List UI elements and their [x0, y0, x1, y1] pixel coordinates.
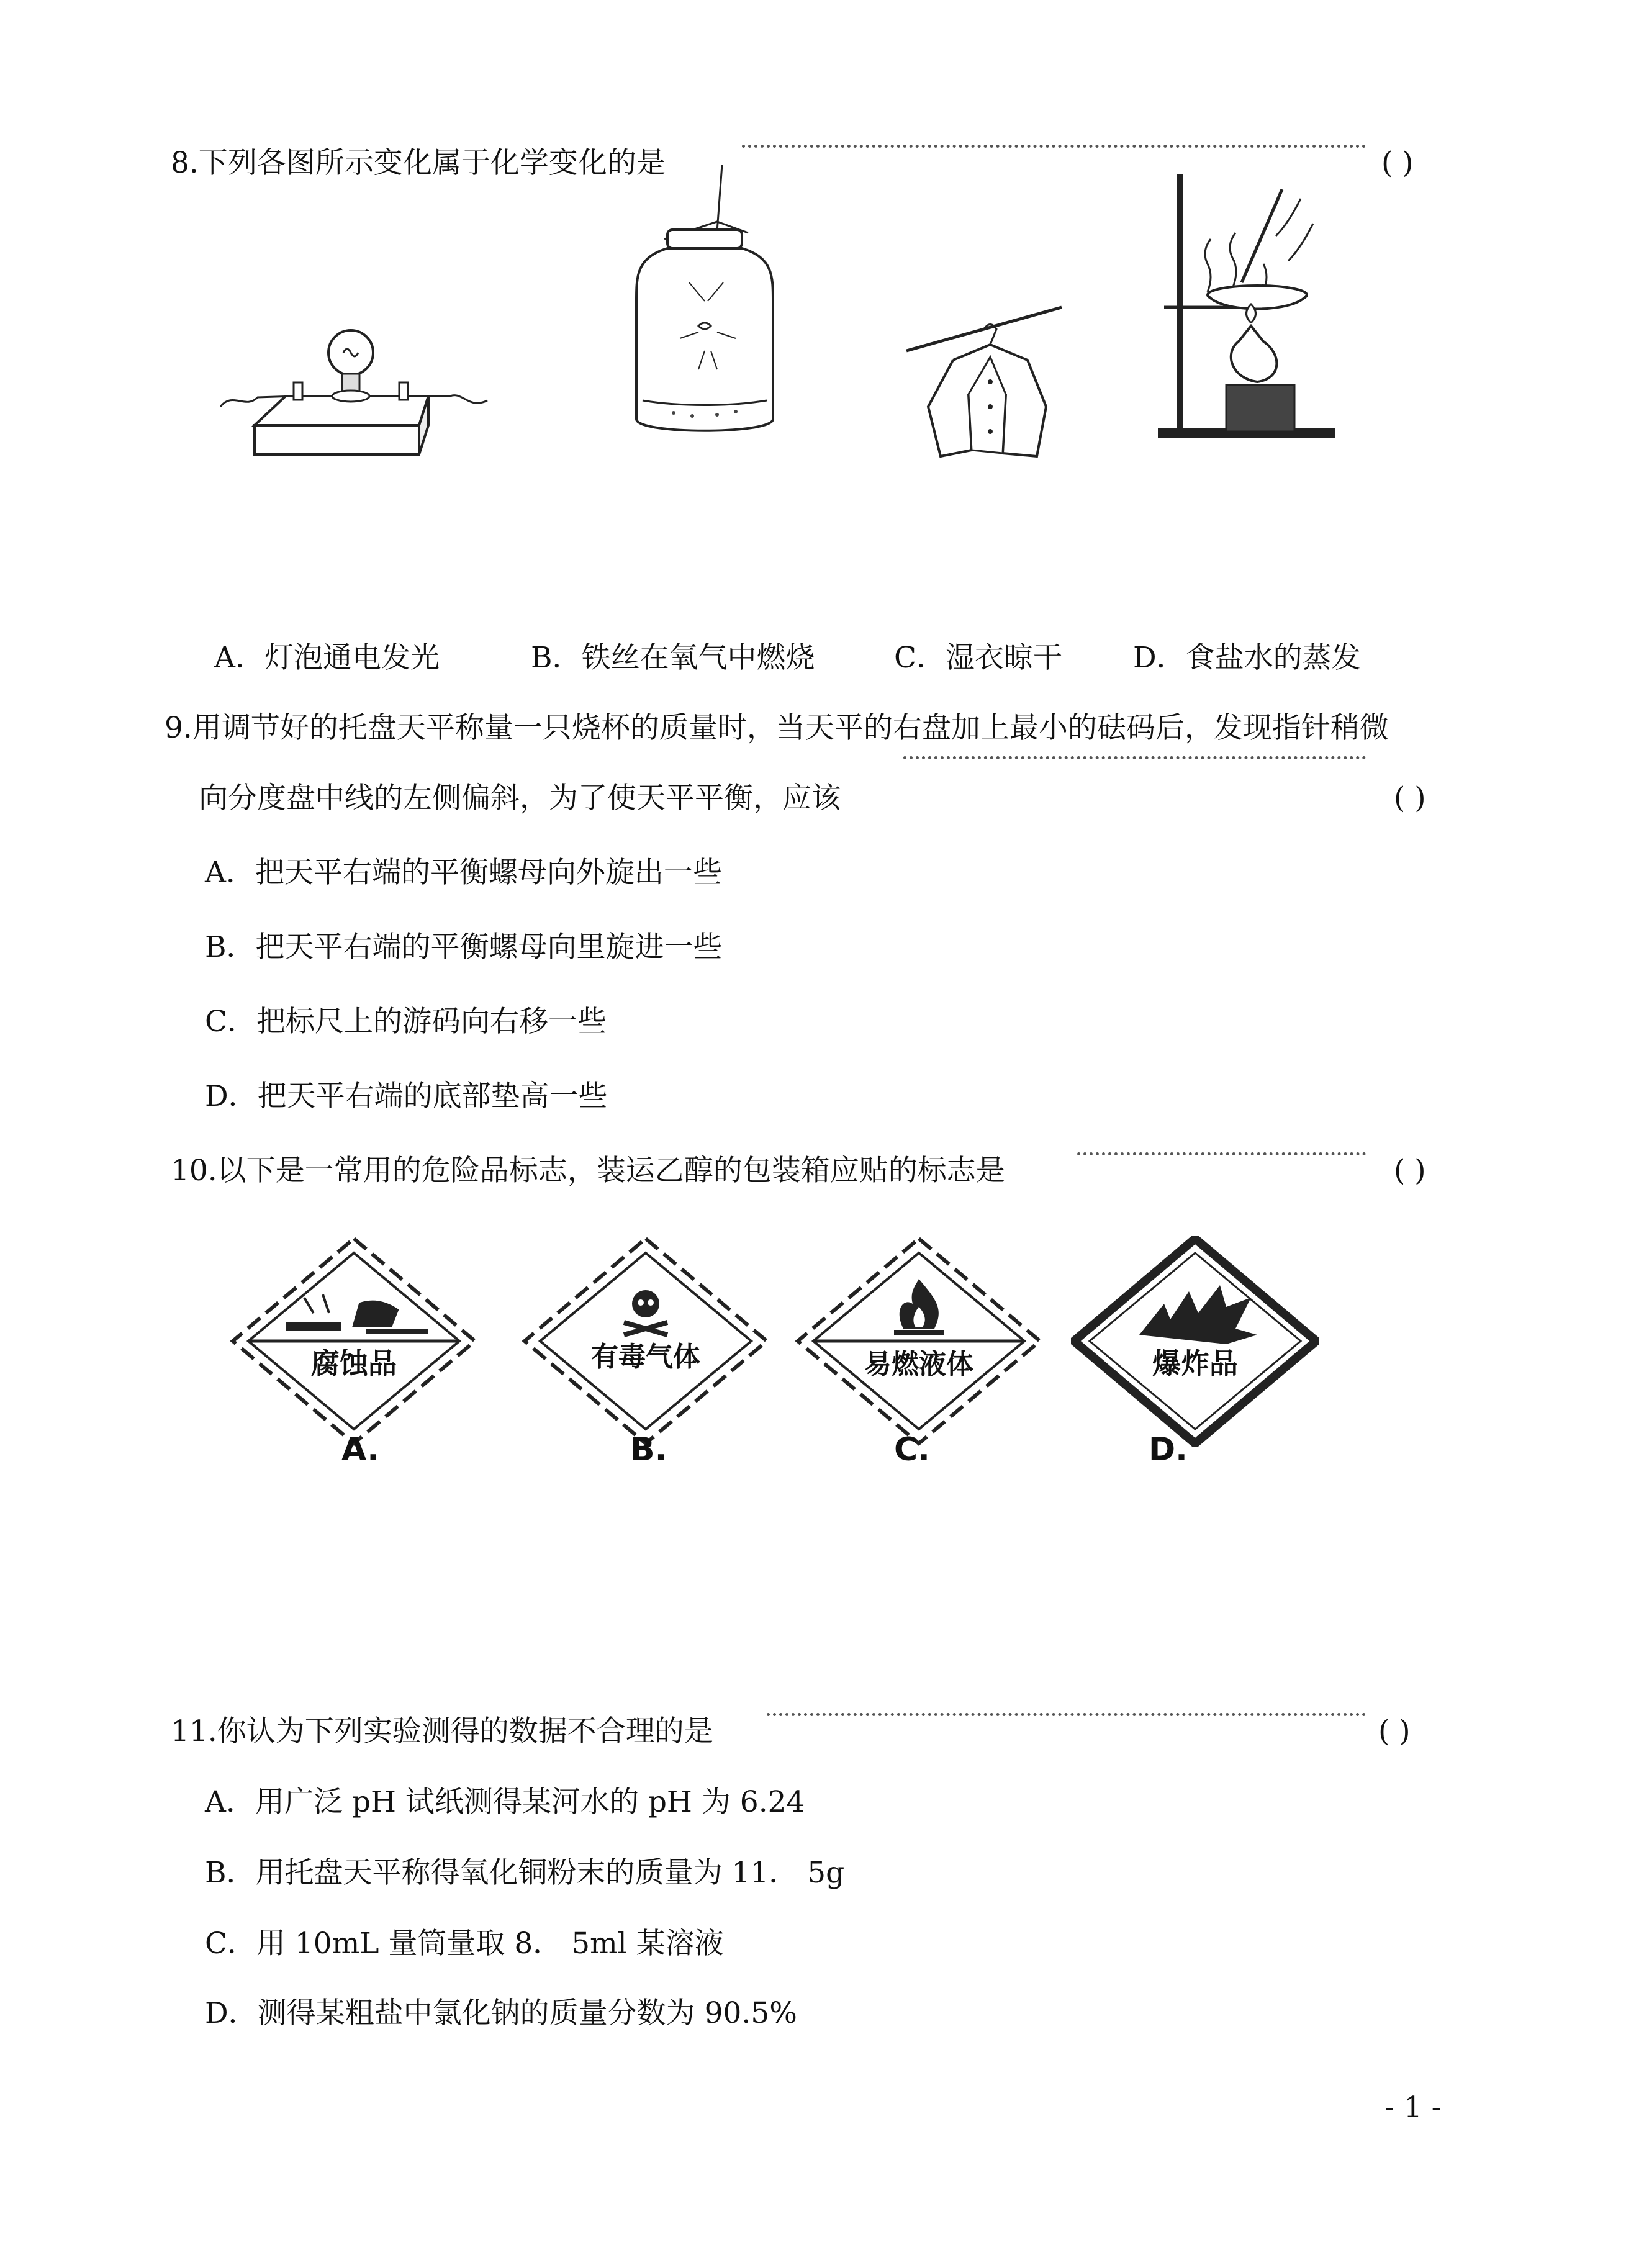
sign-c-letter: C. — [894, 1431, 930, 1468]
q11-option-a: A．用广泛 pH 试纸测得某河水的 pH 为 6.24 — [205, 1785, 805, 1819]
explosive-sign-label: 爆炸品 — [1152, 1347, 1238, 1380]
sign-b-letter: B. — [630, 1431, 667, 1468]
q9-dotted-underline — [903, 756, 1366, 759]
corrosive-sign-label: 腐蚀品 — [311, 1347, 397, 1380]
flammable-liquid-hazard-sign — [795, 1236, 1043, 1447]
q9-stem-line2: 向分度盘中线的左侧偏斜，为了使天平平衡，应该 — [199, 781, 841, 815]
iron-wire-burning-jar-image — [630, 165, 779, 444]
q9-option-b: B．把天平右端的平衡螺母向里旋进一些 — [205, 930, 723, 964]
q8-answer-dots — [742, 145, 1366, 148]
wet-clothes-drying-image — [903, 301, 1071, 469]
q9-stem-line1: 9.用调节好的托盘天平称量一只烧杯的质量时，当天平的右盘加上最小的砝码后，发现指针稍微 — [165, 711, 1389, 745]
q8-option-b: B．铁丝在氧气中燃烧 — [531, 641, 815, 675]
corrosive-hazard-sign — [230, 1236, 478, 1447]
q9-option-d: D．把天平右端的底部垫高一些 — [205, 1079, 608, 1113]
q9-answer-paren: ( ) — [1394, 781, 1426, 815]
q10-answer-paren: ( ) — [1394, 1154, 1426, 1188]
q10-stem: 10.以下是一常用的危险品标志，装运乙醇的包装箱应贴的标志是 — [171, 1154, 1005, 1188]
q8-option-a: A．灯泡通电发光 — [214, 641, 440, 675]
q10-answer-dots — [1077, 1152, 1366, 1155]
q8-option-c: C．湿衣晾干 — [894, 641, 1062, 675]
explosive-hazard-sign — [1071, 1236, 1319, 1447]
q8-stem: 8.下列各图所示变化属于化学变化的是 — [171, 146, 666, 180]
salt-water-evaporation-image — [1158, 174, 1338, 444]
q9-option-a: A．把天平右端的平衡螺母向外旋出一些 — [205, 856, 722, 890]
flammable-sign-label: 易燃液体 — [864, 1349, 973, 1380]
toxic-gas-sign-label: 有毒气体 — [591, 1341, 700, 1373]
q11-answer-paren: ( ) — [1378, 1714, 1411, 1748]
q9-option-c: C．把标尺上的游码向右移一些 — [205, 1005, 607, 1039]
q11-stem: 11.你认为下列实验测得的数据不合理的是 — [171, 1714, 713, 1748]
q11-option-c: C．用 10mL 量筒量取 8． 5ml 某溶液 — [205, 1927, 724, 1961]
q11-answer-dots — [767, 1713, 1366, 1716]
sign-a-letter: A. — [341, 1431, 379, 1468]
q11-option-b: B．用托盘天平称得氧化铜粉末的质量为 11． 5g — [205, 1856, 845, 1890]
page-number: - 1 - — [1384, 2090, 1442, 2125]
q8-answer-paren: ( ) — [1381, 146, 1414, 180]
sign-d-letter: D. — [1149, 1431, 1188, 1468]
toxic-gas-hazard-sign — [522, 1236, 770, 1447]
q11-option-d: D．测得某粗盐中氯化钠的质量分数为 90.5% — [205, 1996, 797, 2030]
light-bulb-circuit-image — [220, 317, 494, 466]
q8-option-d: D．食盐水的蒸发 — [1133, 641, 1361, 675]
